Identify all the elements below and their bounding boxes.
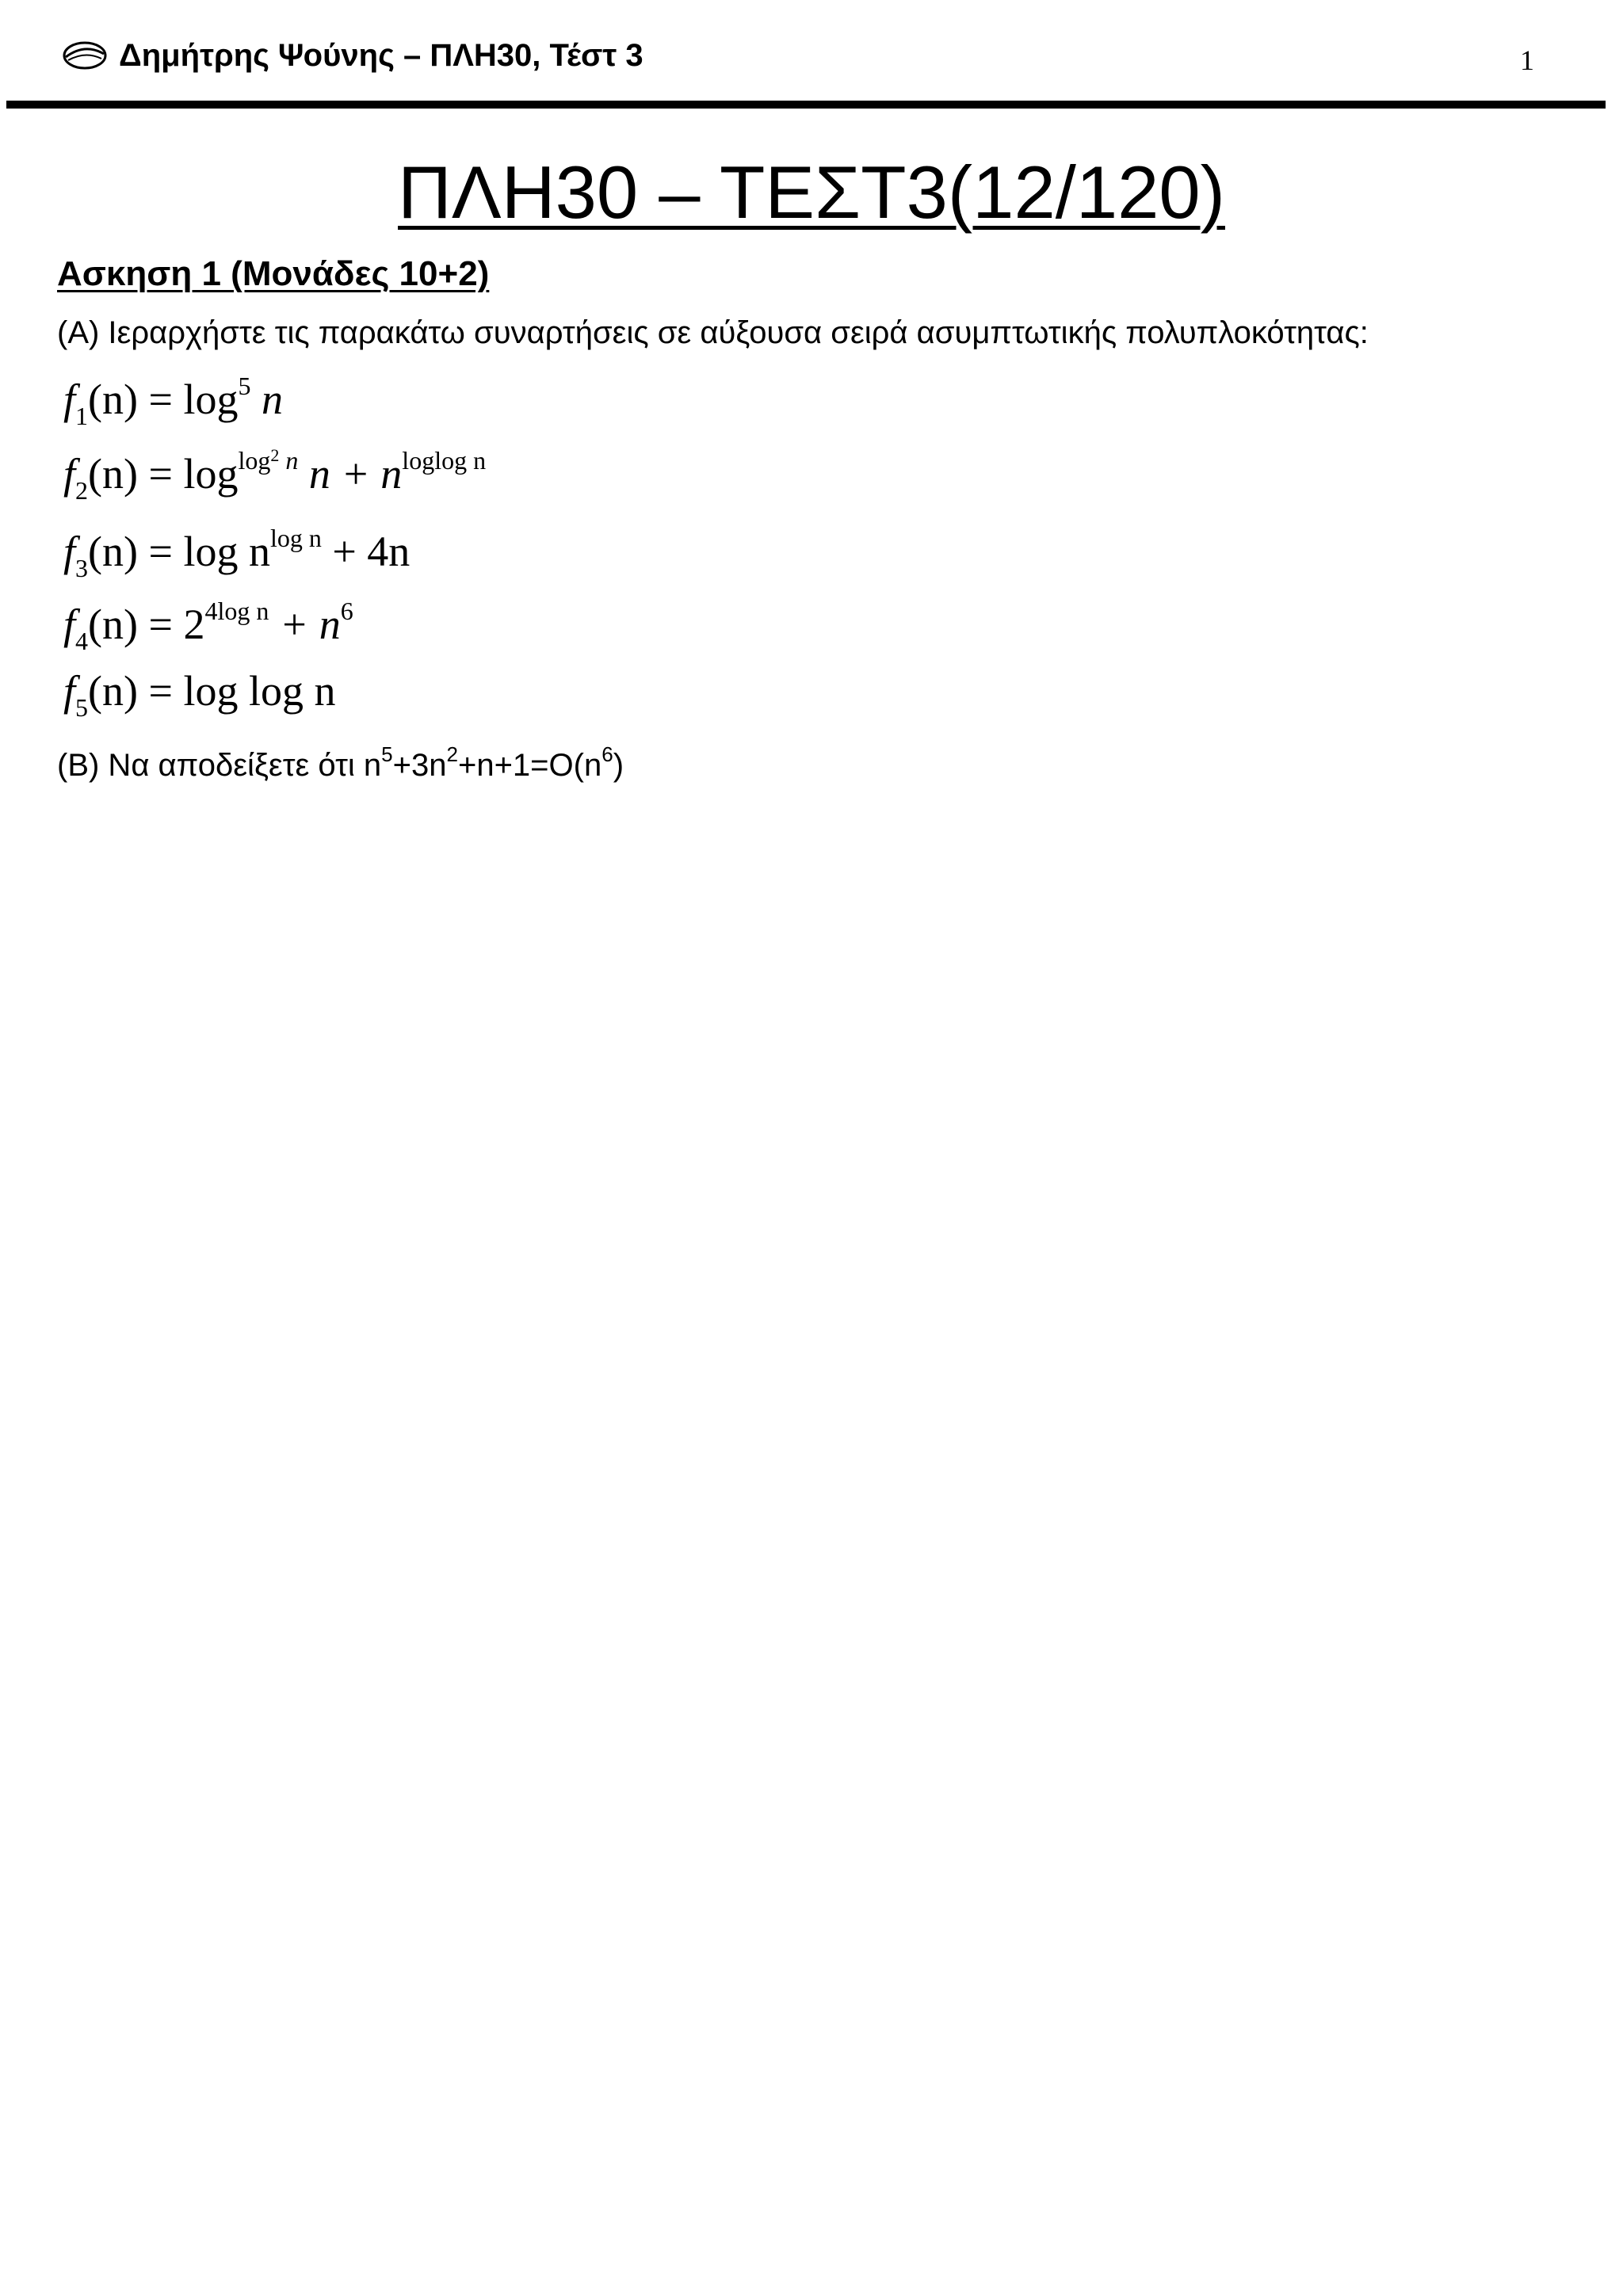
part-b-exp2: 2 bbox=[446, 742, 458, 766]
exponent-b: 6 bbox=[340, 597, 353, 625]
function-index: 3 bbox=[75, 554, 89, 582]
part-b-exp3: 6 bbox=[601, 742, 613, 766]
function-name: f bbox=[63, 601, 76, 648]
function-tail: + 4n bbox=[321, 528, 411, 575]
page-number: 1 bbox=[1520, 44, 1534, 76]
exponent bbox=[238, 446, 298, 475]
function-name: f bbox=[63, 450, 76, 498]
function-index: 5 bbox=[75, 693, 89, 722]
function-index: 2 bbox=[75, 476, 89, 505]
function-arg: (n) = bbox=[88, 528, 184, 575]
function-name: f bbox=[63, 667, 76, 715]
page-header bbox=[0, 0, 1623, 111]
formula-f4 bbox=[63, 599, 353, 655]
exponent-log: log bbox=[238, 446, 271, 475]
exponent: 4log n bbox=[204, 597, 269, 625]
exponent-power: 2 bbox=[270, 445, 280, 465]
function-body: log log n bbox=[183, 667, 336, 715]
function-index: 4 bbox=[75, 627, 89, 655]
function-mid: n + n bbox=[298, 450, 403, 498]
function-arg: (n) = bbox=[88, 450, 184, 498]
part-b-mid2: +n+1=O(n bbox=[457, 748, 602, 783]
function-mid: + n bbox=[269, 601, 341, 648]
exponent-b: loglog n bbox=[402, 446, 487, 475]
function-name: f bbox=[63, 376, 76, 423]
header-title: Δημήτρης Ψούνης – ΠΛΗ30, Τέστ 3 bbox=[119, 38, 643, 73]
eye-logo-icon bbox=[62, 40, 108, 71]
function-body: log bbox=[183, 450, 239, 498]
document-title: ΠΛΗ30 – ΤΕΣΤ3(12/120) bbox=[398, 151, 1225, 234]
part-b-suffix: ) bbox=[613, 748, 624, 783]
function-arg: (n) = bbox=[88, 667, 184, 715]
part-b-prefix: (Β) Να αποδείξετε ότι n bbox=[57, 748, 382, 783]
function-body: 2 bbox=[183, 601, 205, 648]
function-arg: (n) = bbox=[88, 601, 184, 648]
function-body: log n bbox=[183, 528, 270, 575]
exponent: 5 bbox=[238, 372, 251, 400]
function-body: log bbox=[183, 376, 239, 423]
exponent-tail: n bbox=[279, 446, 299, 475]
formula-f1 bbox=[63, 374, 283, 430]
function-tail: n bbox=[250, 376, 283, 423]
formula-f3 bbox=[63, 526, 410, 582]
header-divider bbox=[6, 101, 1606, 109]
exponent: log n bbox=[269, 524, 322, 552]
exercise-heading: Ασκηση 1 (Μονάδες 10+2) bbox=[57, 254, 490, 293]
part-b-mid1: +3n bbox=[392, 748, 447, 783]
formula-f5 bbox=[63, 666, 335, 722]
part-a-instructions: (Α) Ιεραρχήστε τις παρακάτω συναρτήσεις σε αύξουσα σειρά ασυμπτωτικής πολυπλοκότητας: bbox=[57, 315, 1369, 350]
part-b-exp1: 5 bbox=[381, 742, 393, 766]
part-b-statement bbox=[57, 742, 624, 786]
formula-f2 bbox=[63, 445, 487, 508]
function-arg: (n) = bbox=[88, 376, 184, 423]
function-name: f bbox=[63, 528, 76, 575]
function-index: 1 bbox=[75, 402, 89, 430]
